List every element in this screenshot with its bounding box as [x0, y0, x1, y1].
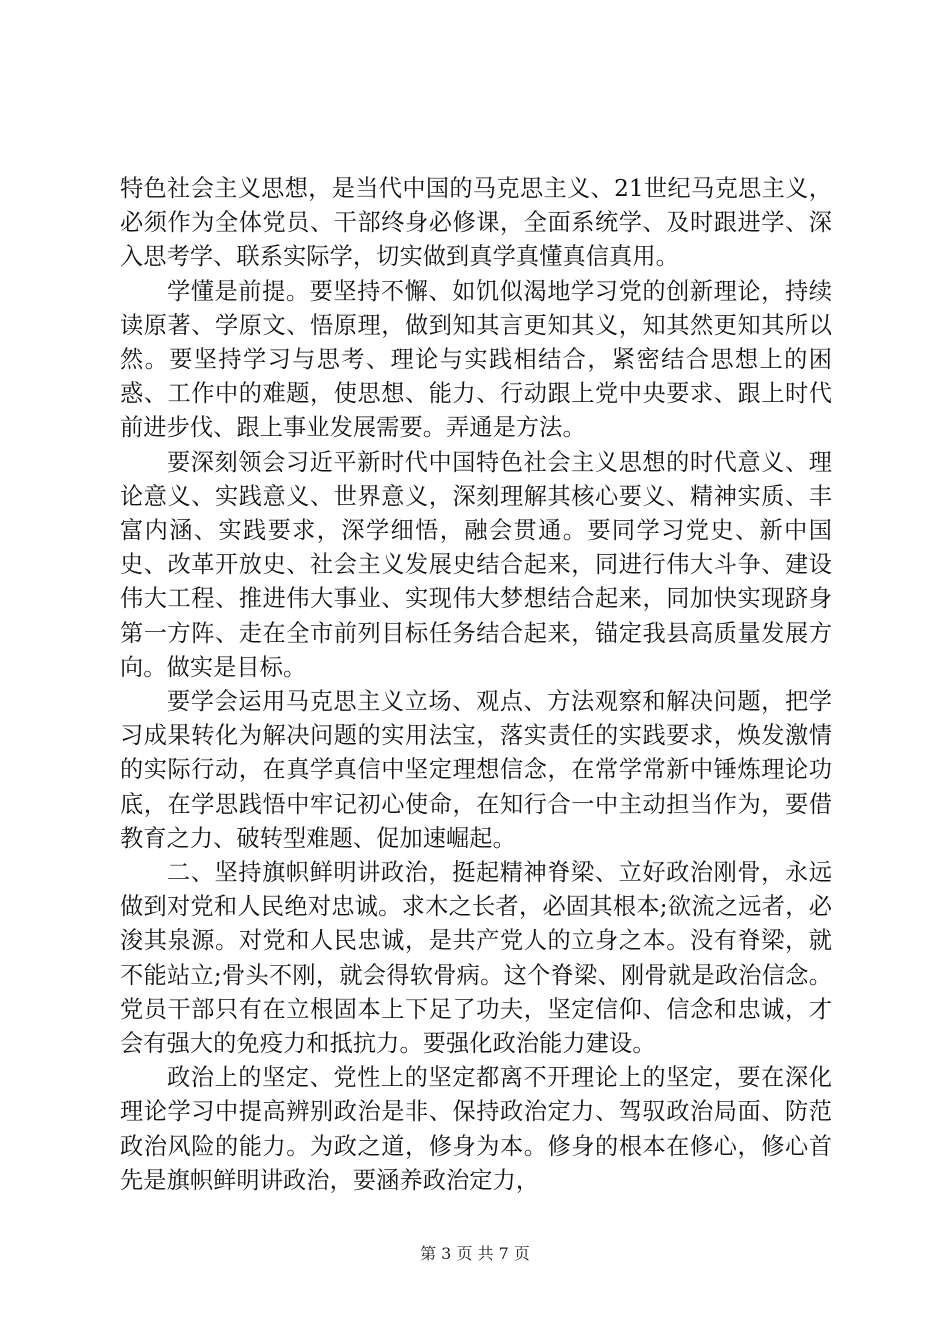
- page-number-footer: 第 3 页 共 7 页: [420, 1244, 530, 1263]
- paragraph-zhengzhi-jianding: 政治上的坚定、党性上的坚定都离不开理论上的坚定，要在深化理论学习中提高辨别政治是非、保持政治定力、驾驭政治局面、防范政治风险的能力。为政之道，修身为本。修身的根本在修心，修心首先是旗帜鲜明讲政治，要涵养政治定力，: [120, 1064, 832, 1194]
- paragraph-section-two: 二、坚持旗帜鲜明讲政治，挺起精神脊梁、立好政治刚骨，永远做到对党和人民绝对忠诚。求木之长者，必固其根本;欲流之远者，必浚其泉源。对党和人民忠诚，是共产党人的立身之本。没有脊梁，就不能站立;骨头不刚，就会得软骨病。这个脊梁、刚骨就是政治信念。党员干部只有在立根固本上下足了功夫，坚定信仰、信念和忠诚，才会有强大的免疫力和抵抗力。要强化政治能力建设。: [120, 859, 832, 1058]
- paragraph-yunyong: 要学会运用马克思主义立场、观点、方法观察和解决问题，把学习成果转化为解决问题的实用法宝，落实责任的实践要求，焕发激情的实际行动，在真学真信中坚定理想信念，在常学常新中锤炼理论功底，在学思践悟中牢记初心使命，在知行合一中主动担当作为，要借教育之力、破转型难题、促加速崛起。: [120, 688, 832, 852]
- paragraph-continuation: 特色社会主义思想，是当代中国的马克思主义、21世纪马克思主义，必须作为全体党员、干部终身必修课，全面系统学、及时跟进学、深入思考学、联系实际学，切实做到真学真懂真信真用。: [120, 175, 832, 271]
- document-body: [120, 172, 832, 1198]
- paragraph-shenke-linghui: 要深刻领会习近平新时代中国特色社会主义思想的时代意义、理论意义、实践意义、世界意义，深刻理解其核心要义、精神实质、丰富内涵、实践要求，深学细悟，融会贯通。要同学习党史、新中国史、改革开放史、社会主义发展史结合起来，同进行伟大斗争、建设伟大工程、推进伟大事业、实现伟大梦想结合起来，同加快实现跻身第一方阵、走在全市前列目标任务结合起来，锚定我县高质量发展方向。做实是目标。: [120, 448, 832, 681]
- paragraph-xuedong: 学懂是前提。要坚持不懈、如饥似渴地学习党的创新理论，持续读原著、学原文、悟原理，做到知其言更知其义，知其然更知其所以然。要坚持学习与思考、理论与实践相结合，紧密结合思想上的困惑、工作中的难题，使思想、能力、行动跟上党中央要求、跟上时代前进步伐、跟上事业发展需要。弄通是方法。: [120, 277, 832, 442]
